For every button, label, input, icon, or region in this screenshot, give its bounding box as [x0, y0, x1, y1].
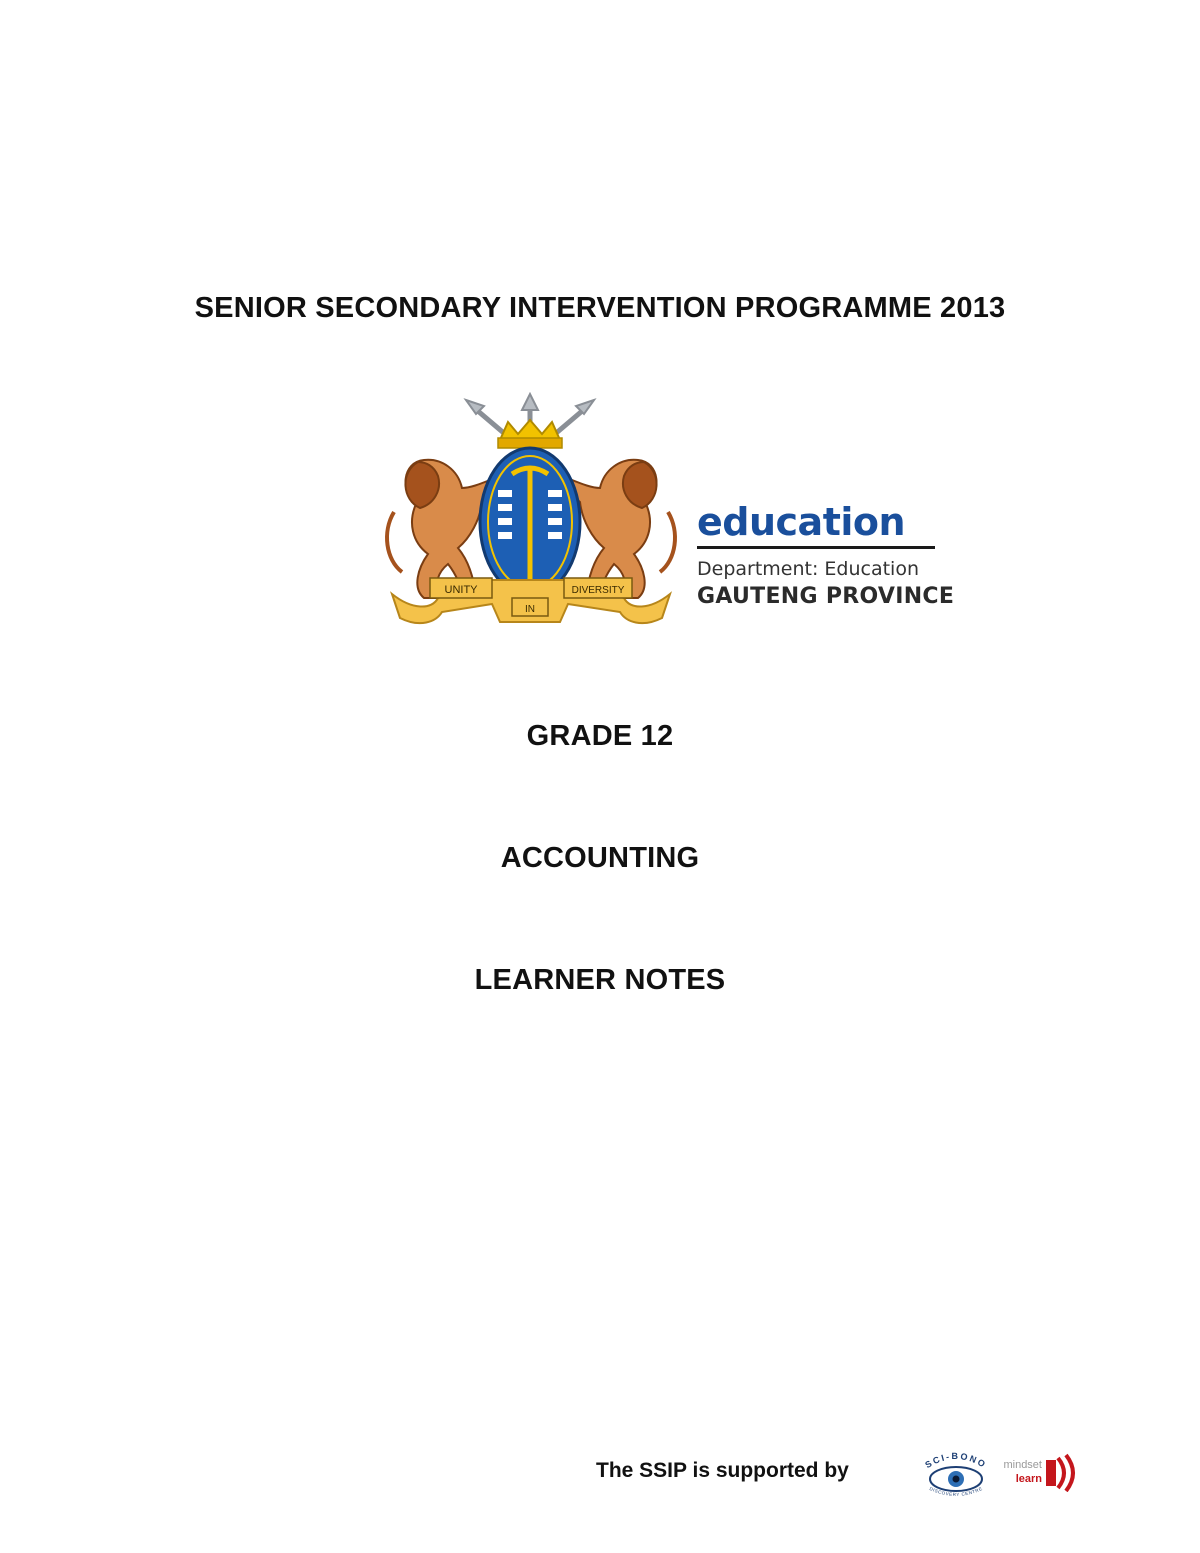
motto-ribbon	[392, 578, 670, 623]
mindset-learn-logo-icon	[1000, 1452, 1082, 1492]
education-logo-text	[697, 500, 957, 612]
learn-wordmark: learn	[1015, 1473, 1042, 1485]
crown-icon	[498, 420, 562, 448]
department-line: Department: Education	[697, 558, 920, 580]
motto-word-unity: UNITY	[444, 584, 478, 596]
scibono-wordmark: SCI-BONO	[923, 1450, 989, 1471]
motto-word-diversity: DIVERSITY	[571, 585, 625, 596]
subject-heading: ACCOUNTING	[500, 842, 700, 874]
education-wordmark: education	[697, 500, 906, 544]
programme-title: SENIOR SECONDARY INTERVENTION PROGRAMME 2013	[194, 292, 1006, 324]
province-line: GAUTENG PROVINCE	[697, 584, 955, 609]
support-statement: The SSIP is supported by	[596, 1459, 849, 1482]
wordmark-divider	[697, 546, 935, 549]
notes-type-heading: LEARNER NOTES	[474, 964, 726, 996]
scibono-subtitle: DISCOVERY CENTRE	[928, 1485, 984, 1498]
gauteng-coat-of-arms-icon	[372, 392, 690, 632]
mindset-wordmark: mindset	[1003, 1459, 1042, 1471]
shield-icon	[480, 448, 580, 596]
grade-heading: GRADE 12	[526, 720, 674, 752]
scibono-logo-icon	[916, 1449, 996, 1499]
motto-word-in: IN	[525, 604, 535, 615]
